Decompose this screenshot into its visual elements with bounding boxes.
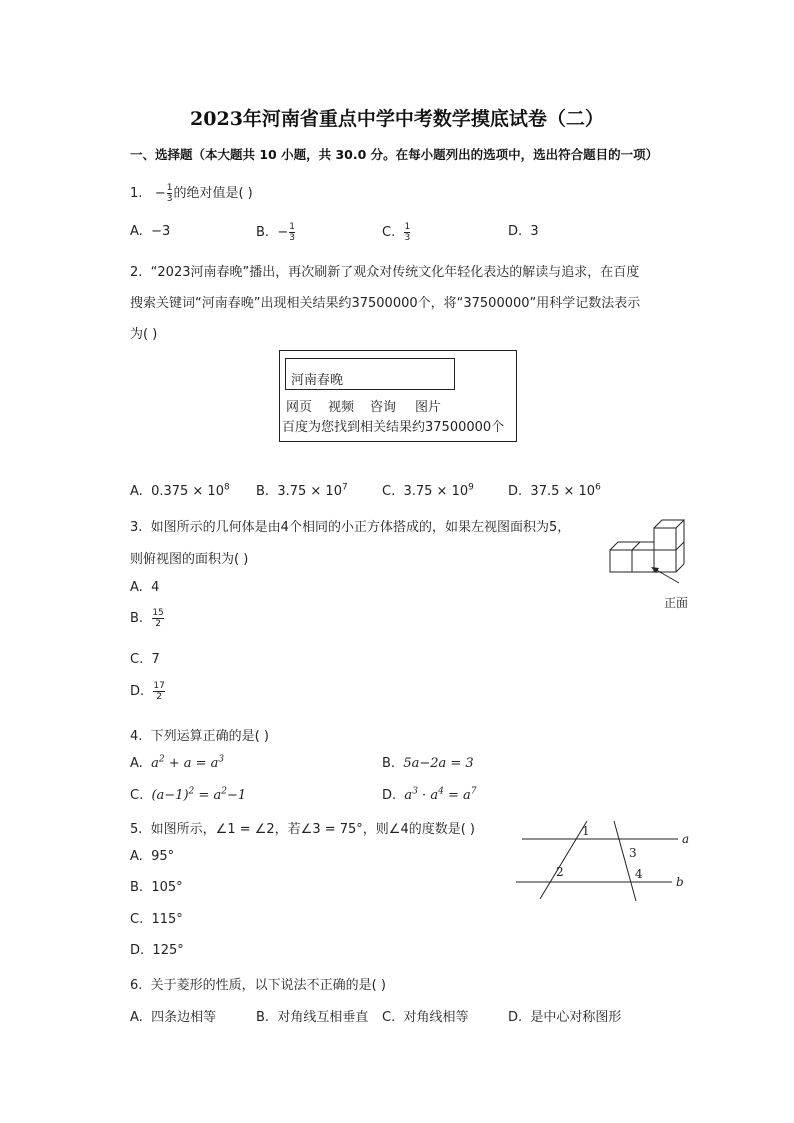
exponent: 6 [595,482,601,493]
angle-label-4: 4 [635,867,643,881]
option-c [382,222,411,243]
minus-sign: − [154,186,166,201]
question-6-stem [130,974,386,993]
search-term: 河南春晚 [291,373,344,388]
cube-edge [676,542,684,550]
option-text: 0.375 × 10 [151,484,224,499]
option-d [130,681,166,702]
exponent: 2 [221,786,227,797]
option-b [130,608,165,629]
option-text: 115° [151,912,183,927]
option-a [130,756,224,771]
option-text: 对角线相等 [403,1010,469,1025]
option-d [130,943,184,958]
expr-part: = a [443,788,471,803]
option-label: C. [130,788,144,803]
option-a [130,849,174,864]
option-label: C. [130,912,144,927]
expr-part: = a [194,788,222,803]
fraction [167,183,173,204]
option-a [130,484,230,499]
option-b [256,484,348,499]
question-number: 5. [130,822,143,837]
cube-edge [632,542,640,550]
option-c [382,484,474,499]
option-label: B. [256,1010,270,1025]
fraction-denominator: 2 [153,691,164,702]
question-number: 4. [130,729,143,744]
question-text: 如图所示的几何体是由4个相同的小正方体搭成的，如果左视图面积为5， [150,520,571,535]
search-tab-0: 网页 [286,400,313,415]
question-2-line-2: 搜索关键词“河南春晚”出现相关结果约37500000个，将“37500000”用科学记数法表示 [130,296,641,311]
exponent: 2 [188,786,195,797]
question-2-line-3: 为( ) [130,327,158,342]
expr-part: (a−1) [151,788,189,803]
option-d [508,1006,621,1025]
question-1-stem [130,182,253,204]
option-text: 5a−2a = 3 [403,756,474,771]
page-title: 2023年河南省重点中学中考数学摸底试卷（二） [190,108,604,130]
search-result-count: 百度为您找到相关结果约37500000个 [282,420,505,435]
cube-face [632,550,654,572]
option-label: D. [508,484,523,499]
option-label: B. [130,880,144,895]
exponent: 9 [468,482,474,493]
option-text: 对角线互相垂直 [277,1010,369,1025]
option-text: 4 [151,580,160,595]
question-text: 如图所示，∠1 = ∠2，若∠3 = 75°，则∠4的度数是( ) [150,822,476,837]
fraction-denominator: 3 [289,233,295,243]
angle-label-1: 1 [582,824,590,838]
minus-sign: − [277,225,289,240]
search-tab-1: 视频 [328,400,355,415]
option-label: C. [130,652,144,667]
option-text: 125° [152,943,184,958]
expr-part: + a = a [164,756,219,771]
option-label: D. [382,788,397,803]
exponent: 3 [412,786,418,797]
angle-label-2: 2 [556,865,564,879]
question-3-line-1 [130,516,570,535]
option-label: D. [130,684,145,699]
transversal-right [614,821,636,901]
cube-face [610,550,632,572]
exponent: 4 [438,786,444,797]
option-b [256,222,296,243]
cube-edge [676,564,684,572]
option-label: B. [256,225,270,240]
option-d [382,788,476,803]
option-a [130,224,170,239]
expr-part: −1 [226,788,247,803]
exponent: 7 [470,786,477,797]
option-label: A. [130,1010,143,1025]
exponent: 3 [218,754,225,765]
expr-part: · a [417,788,439,803]
exponent: 2 [158,754,165,765]
search-tab-3: 图片 [415,400,442,415]
option-label: A. [130,580,143,595]
option-text: 是中心对称图形 [530,1010,622,1025]
option-text: 105° [151,880,183,895]
fraction-numerator: 15 [152,608,164,618]
option-label: D. [508,1010,523,1025]
cube-face [654,528,676,550]
option-d [508,224,539,239]
option-label: D. [508,224,523,239]
front-label: 正面 [664,596,689,610]
fraction-numerator: 17 [153,681,165,691]
option-label: C. [382,1010,396,1025]
exponent: 8 [223,482,230,493]
fraction-numerator: 1 [289,222,295,232]
transversal-left [540,821,587,899]
search-tab-2: 咨询 [370,400,397,415]
question-4-stem [130,725,269,744]
question-3-line-2: 则俯视图的面积为( ) [130,552,249,567]
option-text: 3.75 × 10 [277,484,342,499]
question-number: 6. [130,978,143,993]
fraction [289,222,295,243]
expr-part: a [404,788,413,803]
question-number: 3. [130,520,143,535]
fraction-denominator: 3 [166,194,173,204]
question-number: 1. [130,186,143,201]
option-c [382,1006,469,1025]
option-a [130,580,159,595]
option-label: A. [130,224,143,239]
fraction [153,681,164,702]
question-text: 关于菱形的性质，以下说法不正确的是( ) [150,978,386,993]
cube-figure [605,515,695,585]
question-text: 下列运算正确的是( ) [150,729,269,744]
question-2-line-1 [130,261,639,280]
option-b [130,880,183,895]
fraction-numerator: 1 [404,222,411,232]
option-label: A. [130,756,143,771]
cube-edge [610,542,654,550]
option-label: B. [382,756,396,771]
option-text: 95° [151,849,175,864]
option-c [130,788,246,803]
option-c [130,652,160,667]
fraction [404,222,410,243]
option-label: B. [130,611,144,626]
option-b [256,1006,368,1025]
option-label: D. [130,943,145,958]
option-label: B. [256,484,270,499]
line-label-b: b [676,875,684,889]
fraction-denominator: 2 [152,618,163,629]
option-c [130,912,183,927]
option-b [382,756,474,771]
parallel-lines-figure [510,815,700,905]
section-heading: 一、选择题（本大题共 10 小题，共 30.0 分。在每小题列出的选项中，选出符合题目的一项） [130,147,659,162]
option-label: C. [382,484,396,499]
option-text: 3 [530,224,539,239]
question-number: 2. [130,265,143,280]
option-a [130,1006,216,1025]
option-text: 3.75 × 10 [403,484,469,499]
cube-edge [654,520,684,528]
option-label: A. [130,484,143,499]
exponent: 7 [341,482,348,493]
question-text: 的绝对值是( ) [173,186,253,201]
fraction-denominator: 3 [404,233,411,243]
question-text: “2023河南春晚”播出，再次刷新了观众对传统文化年轻化表达的解读与追求，在百度 [150,265,640,280]
option-text: 7 [151,652,160,667]
line-label-a: a [682,832,690,846]
fraction-numerator: 1 [166,183,173,193]
option-d [508,484,601,499]
angle-label-3: 3 [629,846,637,860]
option-text: 四条边相等 [151,1010,217,1025]
question-5-stem [130,818,475,837]
option-label: A. [130,849,143,864]
option-text: 37.5 × 10 [530,484,596,499]
option-text: −3 [151,224,171,239]
option-label: C. [382,225,396,240]
fraction [152,608,163,629]
expr-part: a [151,756,159,771]
